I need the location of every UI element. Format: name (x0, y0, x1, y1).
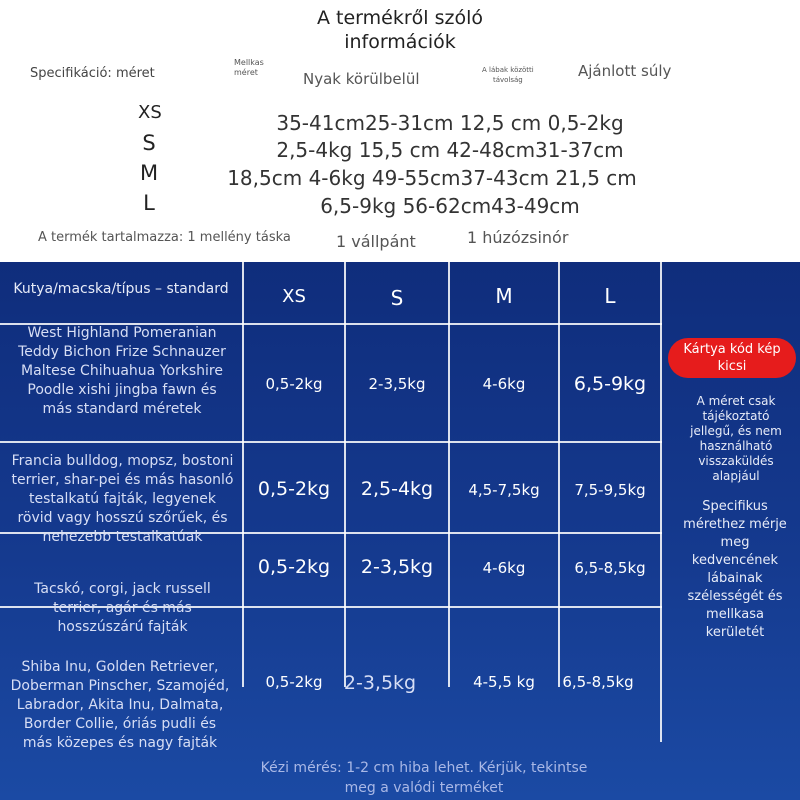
weight-cell: 2,5-4kg (360, 478, 434, 500)
weight-header: Ajánlott súly (578, 62, 672, 80)
size-s: S (142, 131, 156, 155)
weight-cell: 2-3,5kg (368, 375, 426, 393)
chest-header: Mellkas méret (234, 58, 264, 77)
weight-cell: 0,5-2kg (265, 673, 323, 691)
side-note-reference: A méret csak tájékoztató jellegű, és nem használható visszaküldés alapjául (690, 394, 782, 483)
page-title: A termékről szóló információk (316, 7, 483, 53)
weight-cell: 4,5-7,5kg (468, 481, 540, 499)
breed-cell: Tacskó, corgi, jack russell terrier, agár és más hosszúszárú fajták (34, 581, 211, 635)
measure-line: 6,5-9kg 56-62cm43-49cm (320, 194, 580, 218)
size-xs: XS (138, 102, 162, 123)
table-divider (448, 262, 450, 687)
header-size-m: M (495, 284, 513, 308)
leg-distance-header: A lábak közötti távolság (482, 66, 534, 84)
weight-cell: 0,5-2kg (257, 478, 331, 500)
header-size-l: L (604, 284, 616, 308)
table-divider (660, 262, 662, 742)
size-list (138, 98, 160, 218)
measure-line: 35-41cm25-31cm 12,5 cm 0,5-2kg (276, 111, 624, 135)
weight-cell: 4-6kg (482, 559, 526, 577)
measure-line: 2,5-4kg 15,5 cm 42-48cm31-37cm (276, 138, 624, 162)
weight-cell: 2-3,5kg (360, 556, 434, 578)
breed-cell: Francia bulldog, mopsz, bostoni terrier, shar-pei és más hasonló testalkatú fajták, legyenek rövid vagy hosszú szőrűek, és nehezebb testalkatúak (11, 453, 234, 545)
table-divider (242, 262, 244, 687)
weight-cell: 7,5-9,5kg (574, 481, 646, 499)
header-size-s: S (390, 286, 404, 310)
weight-cell: 6,5-8,5kg (562, 673, 634, 691)
breed-cell: Shiba Inu, Golden Retriever, Doberman Pinscher, Szamojéd, Labrador, Akita Inu, Dalmata, Border Collie, óriás pudli és más közepes és nagy fajták (10, 659, 230, 751)
weight-cell: 0,5-2kg (257, 556, 331, 578)
contents-label: A termék tartalmazza: 1 mellény táska (38, 230, 291, 245)
side-note-measure: Specifikus mérethez mérje meg kedvencének lábainak szélességét és mellkasa kerületét (683, 499, 787, 640)
weight-cell: 6,5-8,5kg (574, 559, 646, 577)
size-l: L (143, 191, 155, 215)
weight-cell: 4-5,5 kg (473, 673, 535, 691)
breed-cell: West Highland Pomeranian Teddy Bichon Frize Schnauzer Maltese Chihuahua Yorkshire Poodle xishi jingba fawn és más standard méretek (18, 325, 226, 417)
contents-item-strap: 1 vállpánt (336, 232, 416, 251)
contents-item-drawstring: 1 húzózsinór (467, 228, 569, 247)
size-m: M (139, 161, 159, 185)
measurement-note: Kézi mérés: 1-2 cm hiba lehet. Kérjük, tekintse meg a valódi terméket (260, 760, 588, 796)
measure-line: 18,5cm 4-6kg 49-55cm37-43cm 21,5 cm (227, 166, 637, 190)
spec-label: Specifikáció: méret (30, 66, 155, 81)
weight-cell: 2-3,5kg (343, 672, 417, 694)
weight-cell: 4-6kg (482, 375, 526, 393)
weight-cell: 6,5-9kg (573, 373, 647, 395)
header-size-xs: XS (282, 286, 306, 307)
neck-header: Nyak körülbelül (303, 70, 420, 88)
table-divider (344, 262, 346, 687)
weight-cell: 0,5-2kg (265, 375, 323, 393)
header-breed-type: Kutya/macska/típus – standard (13, 281, 229, 297)
badge-card-code: Kártya kód kép kicsi (668, 338, 796, 378)
table-divider (558, 262, 560, 687)
table-divider (0, 441, 662, 443)
